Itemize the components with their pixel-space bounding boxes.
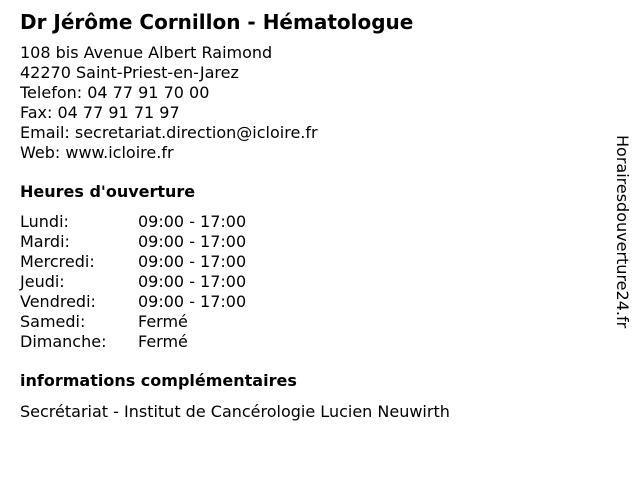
additional-info-heading: informations complémentaires <box>20 371 297 390</box>
hours-row-sunday <box>20 332 246 352</box>
contact-block <box>20 43 600 163</box>
web-line: Web: www.icloire.fr <box>20 143 174 162</box>
opening-hours-table <box>20 212 246 352</box>
hours-row-friday <box>20 292 246 312</box>
day-label: Mardi: <box>20 232 70 251</box>
day-hours: 09:00 - 17:00 <box>138 272 247 291</box>
address-street: 108 bis Avenue Albert Raimond <box>20 43 273 62</box>
hours-row-monday <box>20 212 246 232</box>
hours-row-thursday <box>20 272 246 292</box>
listing <box>20 9 600 422</box>
day-hours: 09:00 - 17:00 <box>138 212 247 231</box>
site-watermark-label: Horairesdouverture24.fr <box>613 135 632 329</box>
day-hours: 09:00 - 17:00 <box>138 252 247 271</box>
day-hours: 09:00 - 17:00 <box>138 232 247 251</box>
hours-row-tuesday <box>20 232 246 252</box>
phone-line: Telefon: 04 77 91 70 00 <box>20 83 210 102</box>
day-label: Dimanche: <box>20 332 107 351</box>
day-label: Vendredi: <box>20 292 96 311</box>
page-title: Dr Jérôme Cornillon - Hématologue <box>20 10 414 34</box>
day-label: Jeudi: <box>20 272 65 291</box>
day-hours: Fermé <box>138 312 188 331</box>
fax-line: Fax: 04 77 91 71 97 <box>20 103 180 122</box>
additional-info-text: Secrétariat - Institut de Cancérologie Lucien Neuwirth <box>20 402 450 421</box>
day-label: Samedi: <box>20 312 86 331</box>
day-hours: 09:00 - 17:00 <box>138 292 247 311</box>
hours-row-wednesday <box>20 252 246 272</box>
opening-hours-heading: Heures d'ouverture <box>20 182 196 201</box>
day-label: Mercredi: <box>20 252 95 271</box>
day-label: Lundi: <box>20 212 69 231</box>
email-line: Email: secretariat.direction@icloire.fr <box>20 123 318 142</box>
hours-row-saturday <box>20 312 246 332</box>
address-city: 42270 Saint-Priest-en-Jarez <box>20 63 239 82</box>
day-hours: Fermé <box>138 332 188 351</box>
